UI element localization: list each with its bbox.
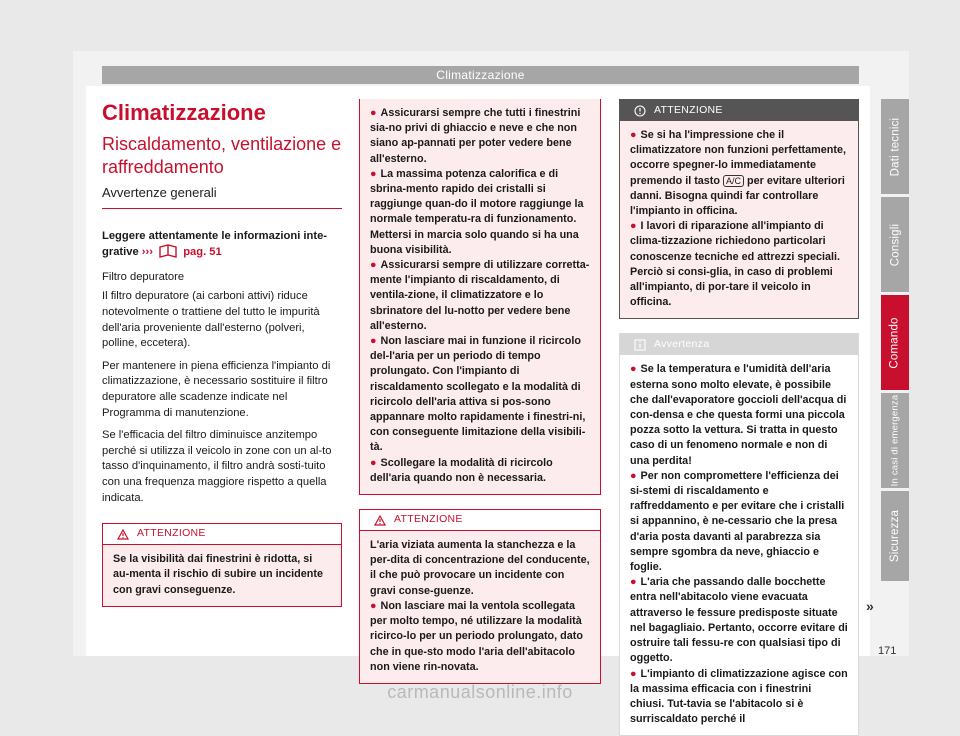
bullet-dot: ●	[630, 220, 637, 233]
page-reference-link[interactable]: pag. 51	[183, 246, 222, 259]
tab-dati-tecnici[interactable]: Dati tecnici	[881, 99, 909, 194]
bullet-dot: ●	[630, 576, 637, 589]
warning-continuation-box	[359, 99, 601, 495]
bullet-dot: ●	[630, 667, 637, 680]
paragraph: Per mantenere in piena efficienza l'impianto di climatizzazione, è necessario sostituire il filtro depuratore alle scadenze indicate nel Programma di manutenzione.	[102, 359, 331, 419]
warning-header	[103, 524, 341, 545]
bullet-item: ● Se la temperatura e l'umidità dell'aria esterna sono molto elevate, è possibile che dall'evaporatore goccioli dell'acqua di con-densa e che questa formi una piccola pozza sotto la vettura. Si tratta in questo caso di un fenomeno normale e non di una perdita!	[630, 363, 847, 467]
attention-box	[619, 99, 859, 319]
warning-header	[360, 510, 600, 531]
warning-box	[102, 523, 342, 607]
notice-box	[619, 333, 859, 736]
document-title: Climatizzazione	[102, 100, 266, 125]
bullet-dot: ●	[630, 469, 637, 482]
bullet-item: ● La massima potenza calorifica e di sbrina-mento rapido dei cristalli si raggiunge quan-do il motore raggiunge la normale temperatu-ra di funzionamento. Mettersi in marcia solo quando si ha una buona visibilità.	[370, 167, 584, 256]
bullet-item: ● L'aria che passando dalle bocchette entra nell'abitacolo viene evacuata attraverso le fessure predisposte situate nel bagagliaio. Pertanto, occorre evitare di ostruire tali fessu-re con qualsiasi tipo di oggetto.	[630, 576, 848, 665]
bullet-dot: ●	[370, 456, 377, 469]
bullet-item: ● Scollegare la modalità di ricircolo dell'aria quando non è necessaria.	[370, 456, 553, 484]
continue-mark: »	[866, 598, 874, 614]
bullet-dot: ●	[630, 363, 637, 376]
bullet-dot: ●	[630, 129, 637, 141]
bullet-item: ● Se si ha l'impressione che il climatizzatore non funzioni perfettamente, occorre spegner-lo immediatamente premendo il tasto A/C per evitare ulteriori danni. Bisogna quindi far controllare l'impianto in officina.	[630, 129, 846, 218]
warning-label: ATTENZIONE	[137, 527, 206, 540]
warning-label: ATTENZIONE	[394, 513, 463, 526]
notice-label: Avvertenza	[654, 338, 710, 351]
attention-body	[620, 121, 858, 318]
page-number: 171	[878, 645, 897, 657]
paragraph: Il filtro depuratore (ai carboni attivi) riduce notevolmente o trattiene del tutto le impurità dell'aria proveniente dall'esterno (polveri, polline, eccetera).	[102, 290, 320, 350]
attention-header	[620, 100, 858, 121]
bullet-dot: ●	[370, 599, 377, 612]
subsection-title: Avvertenze generali	[102, 185, 342, 209]
column-1	[102, 99, 342, 607]
paragraph: Se l'efficacia del filtro diminuisce anzitempo perché si utilizza il veicolo in zone con un al-to tasso d'inquinamento, il filtro andrà sosti-tuito con una frequenza maggiore rispetto a quella indicata.	[102, 429, 332, 504]
tab-sicurezza[interactable]: Sicurezza	[881, 491, 909, 581]
warning-box	[359, 509, 601, 684]
notice-header	[620, 334, 858, 355]
info-square-icon	[634, 339, 646, 351]
bullet-item: ● I lavori di riparazione all'impianto di clima-tizzazione richiedono particolari conoscenze tecniche ed attrezzi speciali. Perciò si consi-glia, in caso di problemi all'impianto, di por-tare il veicolo in officina.	[630, 220, 841, 309]
bullet-item: ● Non lasciare mai la ventola scollegata per molto tempo, né utilizzare la modalità ricirco-lo per un periodo prolungato, dato che in que-sto modo l'aria dell'abitacolo non viene rin-novata.	[370, 599, 583, 673]
bullet-item: ● L'impianto di climatizzazione agisce con la massima efficacia con i finestrini chiusi. Tut-tavia se l'abitacolo si è surriscaldato perché il	[630, 667, 848, 726]
tab-consigli[interactable]: Consigli	[881, 197, 909, 292]
notice-body	[620, 355, 858, 735]
bullet-item: ● Assicurarsi sempre di utilizzare corretta-mente l'impianto di riscaldamento, di ventila-zione, il climatizzatore e lo sbrinatore del lu-notto per vedere bene all'esterno.	[370, 259, 590, 332]
warning-bullets	[360, 99, 600, 494]
ac-key: A/C	[723, 175, 744, 187]
warning-triangle-icon	[117, 529, 129, 540]
warning-body	[360, 531, 600, 683]
intro-text	[102, 229, 342, 261]
bullet-dot: ●	[370, 335, 377, 348]
tab-comando[interactable]: Comando	[881, 295, 909, 390]
warning-triangle-icon	[374, 515, 386, 526]
watermark: carmanualsonline.info	[387, 682, 573, 702]
intro-label: Leggere attentamente le informazioni inte-grative	[102, 229, 328, 259]
column-3	[619, 99, 859, 736]
info-circle-icon	[634, 105, 646, 117]
intro-arrow: ›››	[141, 246, 153, 259]
bullet-item: ● Assicurarsi sempre che tutti i finestrini sia-no privi di ghiaccio e neve e che non siano ap-pannati per poter vedere bene all'esterno.	[370, 107, 581, 165]
attention-label: ATTENZIONE	[654, 103, 723, 116]
book-icon	[159, 244, 177, 258]
bullet-item: ● Per non compromettere l'efficienza dei si-stemi di riscaldamento e raffreddamento e per evitare che i cristalli si appannino, è ne-cessario che la presa d'aria posta davanti al parabrezza sia sempre sgombra da neve, ghiaccio e foglie.	[630, 469, 845, 574]
column-2	[359, 99, 601, 684]
bullet-dot: ●	[370, 167, 377, 180]
tab-in-casi-di-emergenza[interactable]: In casi di emergenza	[881, 393, 909, 488]
warning-text: L'aria viziata aumenta la stanchezza e la per-dita di concentrazione del conducente, il che può provocare un incidente con gravi conse-guenze.	[370, 539, 590, 597]
section-title: Riscaldamento, ventilazione e raffreddamento	[102, 134, 342, 177]
bullet-dot: ●	[370, 259, 377, 272]
filter-heading: Filtro depuratore	[102, 270, 185, 283]
warning-text: Se la visibilità dai finestrini è ridotta, si au-menta il rischio di subire un incidente con gravi conseguenze.	[103, 545, 341, 606]
bullet-item: ● Non lasciare mai in funzione il ricircolo del-l'aria per un periodo di tempo prolungato. Con l'impianto di riscaldamento scollegato e la modalità di ricircolo dell'aria attiva si pos-sono appannare molto rapidamente i finestri-ni, con conseguente limitazione della visibili-tà.	[370, 335, 586, 454]
page-header: Climatizzazione	[102, 66, 859, 84]
bullet-dot: ●	[370, 107, 377, 119]
